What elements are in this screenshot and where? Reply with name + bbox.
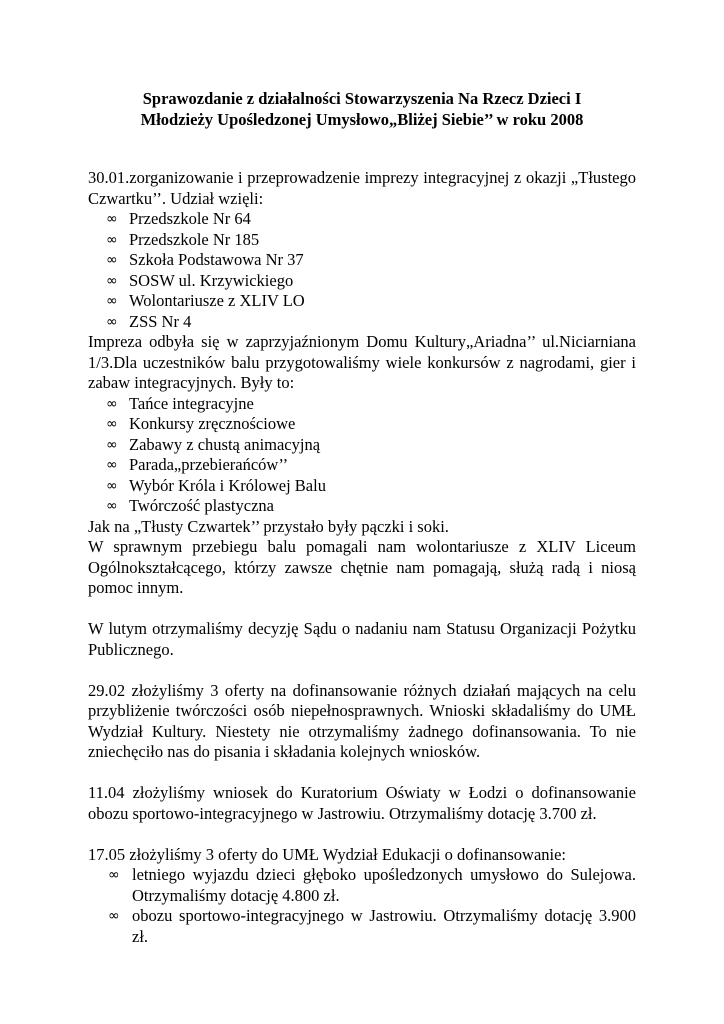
section-4-paragraph: 11.04 złożyliśmy wniosek do Kuratorium Oświaty w Łodzi o dofinansowanie obozu sportowo-integracyjnego w Jastrowiu. Otrzymaliśmy dotację 3.700 zł. [88, 783, 636, 823]
title-line-1: Sprawozdanie z działalności Stowarzyszenia Na Rzecz Dzieci I [142, 89, 582, 108]
infinity-bullet-icon: ∞ [106, 293, 118, 309]
participants-list [88, 209, 636, 332]
list-item: ∞ obozu sportowo-integracyjnego w Jastrowiu. Otrzymaliśmy dotację 3.900 zł. [108, 906, 636, 946]
infinity-bullet-icon: ∞ [106, 252, 118, 268]
list-item: ∞ Szkoła Podstawowa Nr 37 [106, 250, 304, 269]
document-body [88, 168, 636, 947]
title-line-2: Młodzieży Upośledzonej Umysłowo„Bliżej Siebie’’ w roku 2008 [140, 110, 584, 129]
section-1-intro: 30.01.zorganizowanie i przeprowadzenie imprezy integracyjnej z okazji „Tłustego Czwartku’’. Udział wzięli: [88, 168, 636, 208]
infinity-bullet-icon: ∞ [108, 867, 120, 883]
infinity-bullet-icon: ∞ [106, 436, 118, 453]
infinity-bullet-icon: ∞ [106, 313, 118, 330]
list-item: ∞ Przedszkole Nr 185 [106, 229, 260, 249]
list-item: ∞ Wybór Króla i Królowej Balu [106, 475, 326, 495]
infinity-bullet-icon: ∞ [108, 908, 120, 924]
section-1-volunteers: W sprawnym przebiegu balu pomagali nam wolontariusze z XLIV Liceum Ogólnokształcącego, którzy zawsze chętnie nam pomagają, służą radą i niosą pomoc innym. [88, 537, 636, 597]
list-item: ∞ Przedszkole Nr 64 [106, 209, 251, 228]
funding-offers-list [88, 865, 636, 947]
section-1-paczki: Jak na „Tłusty Czwartek’’ przystało były pączki i soki. [88, 516, 449, 536]
list-item: ∞ Konkursy zręcznościowe [106, 414, 296, 433]
list-item: ∞ Tańce integracyjne [106, 393, 254, 413]
section-5-intro: 17.05 złożyliśmy 3 oferty do UMŁ Wydział Edukacji o dofinansowanie: [88, 844, 567, 864]
infinity-bullet-icon: ∞ [106, 272, 118, 289]
infinity-bullet-icon: ∞ [106, 457, 118, 473]
infinity-bullet-icon: ∞ [106, 395, 118, 412]
list-item: ∞ Parada„przebierańców’’ [106, 455, 289, 474]
infinity-bullet-icon: ∞ [106, 416, 118, 432]
infinity-bullet-icon: ∞ [106, 211, 118, 227]
section-1-venue: Impreza odbyła się w zaprzyjaźnionym Domu Kultury„Ariadna’’ ul.Niciarniana 1/3.Dla uczestników balu przygotowaliśmy wiele konkursów z nagrodami, gier i zabaw integracyjnych. Były to: [88, 332, 636, 392]
activities-list [88, 394, 636, 517]
list-item: ∞ SOSW ul. Krzywickiego [106, 270, 294, 290]
list-item: ∞ Twórczość plastyczna [106, 496, 274, 515]
list-item: ∞ Wolontariusze z XLIV LO [106, 291, 305, 310]
list-item: ∞ Zabawy z chustą animacyjną [106, 434, 321, 454]
list-item: ∞ letniego wyjazdu dzieci głęboko upośledzonych umysłowo do Sulejowa. Otrzymaliśmy dotację 4.800 zł. [108, 865, 636, 905]
infinity-bullet-icon: ∞ [106, 498, 118, 514]
section-3-paragraph: 29.02 złożyliśmy 3 oferty na dofinansowanie różnych działań mających na celu przybliżenie twórczości osób niepełnosprawnych. Wnioski składaliśmy do UMŁ Wydział Kultury. Niestety nie otrzymaliśmy żadnego dofinansowania. To nie zniechęciło nas do pisania i składania kolejnych wniosków. [88, 680, 636, 761]
infinity-bullet-icon: ∞ [106, 477, 118, 494]
list-item: ∞ ZSS Nr 4 [106, 311, 192, 331]
infinity-bullet-icon: ∞ [106, 231, 118, 248]
section-2-paragraph: W lutym otrzymaliśmy decyzję Sądu o nadaniu nam Statusu Organizacji Pożytku Publicznego. [88, 619, 636, 659]
document-title [88, 88, 636, 130]
